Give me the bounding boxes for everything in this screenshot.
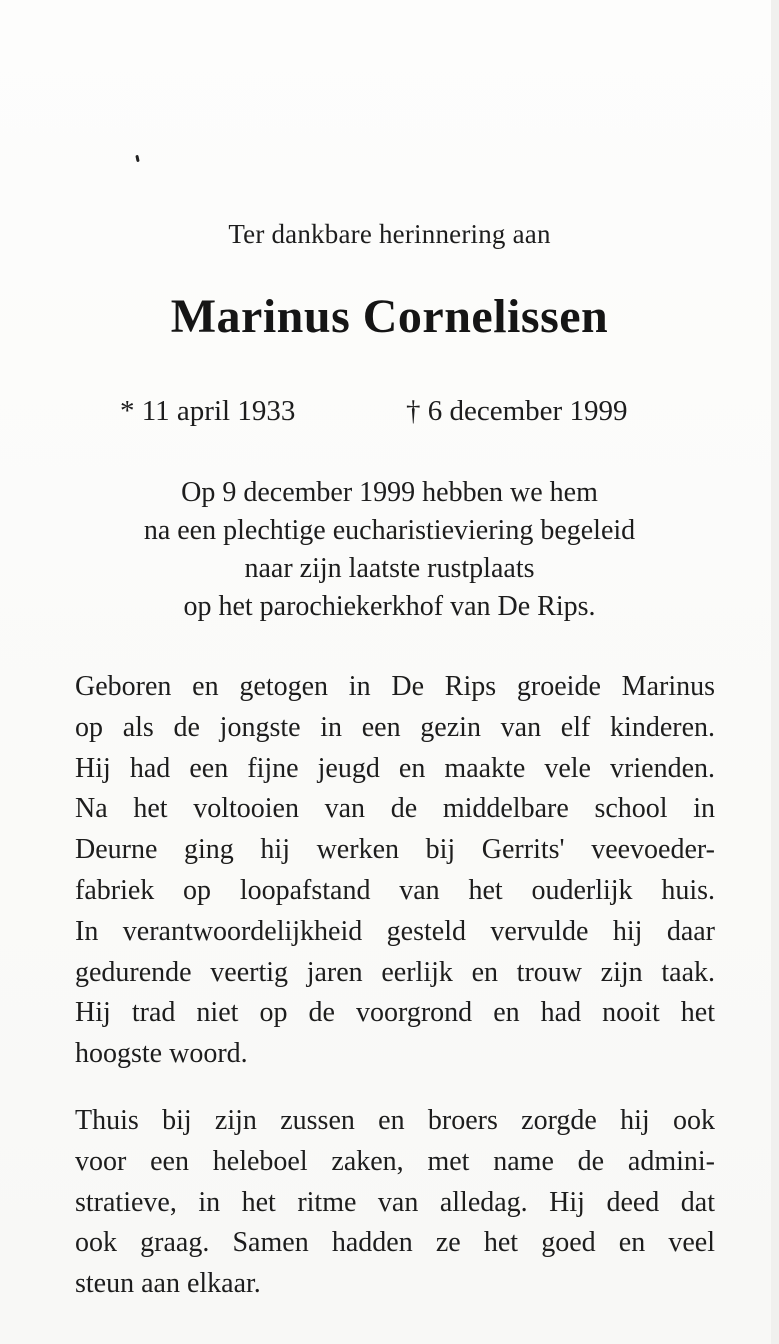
death-date: † 6 december 1999 [406, 395, 628, 427]
bio-line: Hij trad niet op de voorgrond en had nooit het [75, 997, 715, 1029]
deceased-name: Marinus Cornelissen [170, 290, 609, 343]
funeral-line: naar zijn laatste rustplaats [244, 553, 535, 584]
bio-line: Hij had een fijne jeugd en maakte vele vrienden. [75, 752, 715, 784]
bio-line: voor een heleboel zaken, met name de admini- [75, 1145, 715, 1177]
funeral-paragraph [0, 474, 779, 626]
intro-line: Ter dankbare herinnering aan [228, 219, 551, 249]
bio-line: fabriek op loopafstand van het ouderlijk huis. [75, 874, 715, 906]
funeral-line: na een plechtige eucharistieviering begeleid [143, 515, 636, 546]
biography-paragraph-1 [75, 667, 715, 1075]
bio-line: In verantwoordelijkheid gesteld vervulde hij daar [75, 915, 715, 947]
scan-edge [771, 0, 779, 1344]
bio-line: Thuis bij zijn zussen en broers zorgde hij ook [75, 1105, 715, 1136]
bio-line: ook graag. Samen hadden ze het goed en veel [75, 1227, 715, 1259]
bio-line: hoogste woord. [75, 1038, 248, 1070]
bio-line: Na het voltooien van de middelbare school in [75, 793, 715, 825]
funeral-line: op het parochiekerkhof van De Rips. [183, 591, 596, 622]
bio-line: gedurende veertig jaren eerlijk en trouw zijn taak. [75, 956, 715, 988]
funeral-line: Op 9 december 1999 hebben we hem [181, 477, 598, 508]
bio-line: Geboren en getogen in De Rips groeide Marinus [75, 671, 715, 702]
ink-speck [135, 155, 139, 162]
bio-line: stratieve, in het ritme van alledag. Hij deed dat [75, 1186, 715, 1218]
bio-line: Deurne ging hij werken bij Gerrits' veevoeder- [75, 834, 715, 866]
bio-line: steun aan elkaar. [75, 1268, 261, 1300]
birth-date: * 11 april 1933 [120, 395, 296, 427]
bio-line: op als de jongste in een gezin van elf kinderen. [75, 711, 715, 743]
biography-paragraph-2 [75, 1101, 715, 1305]
